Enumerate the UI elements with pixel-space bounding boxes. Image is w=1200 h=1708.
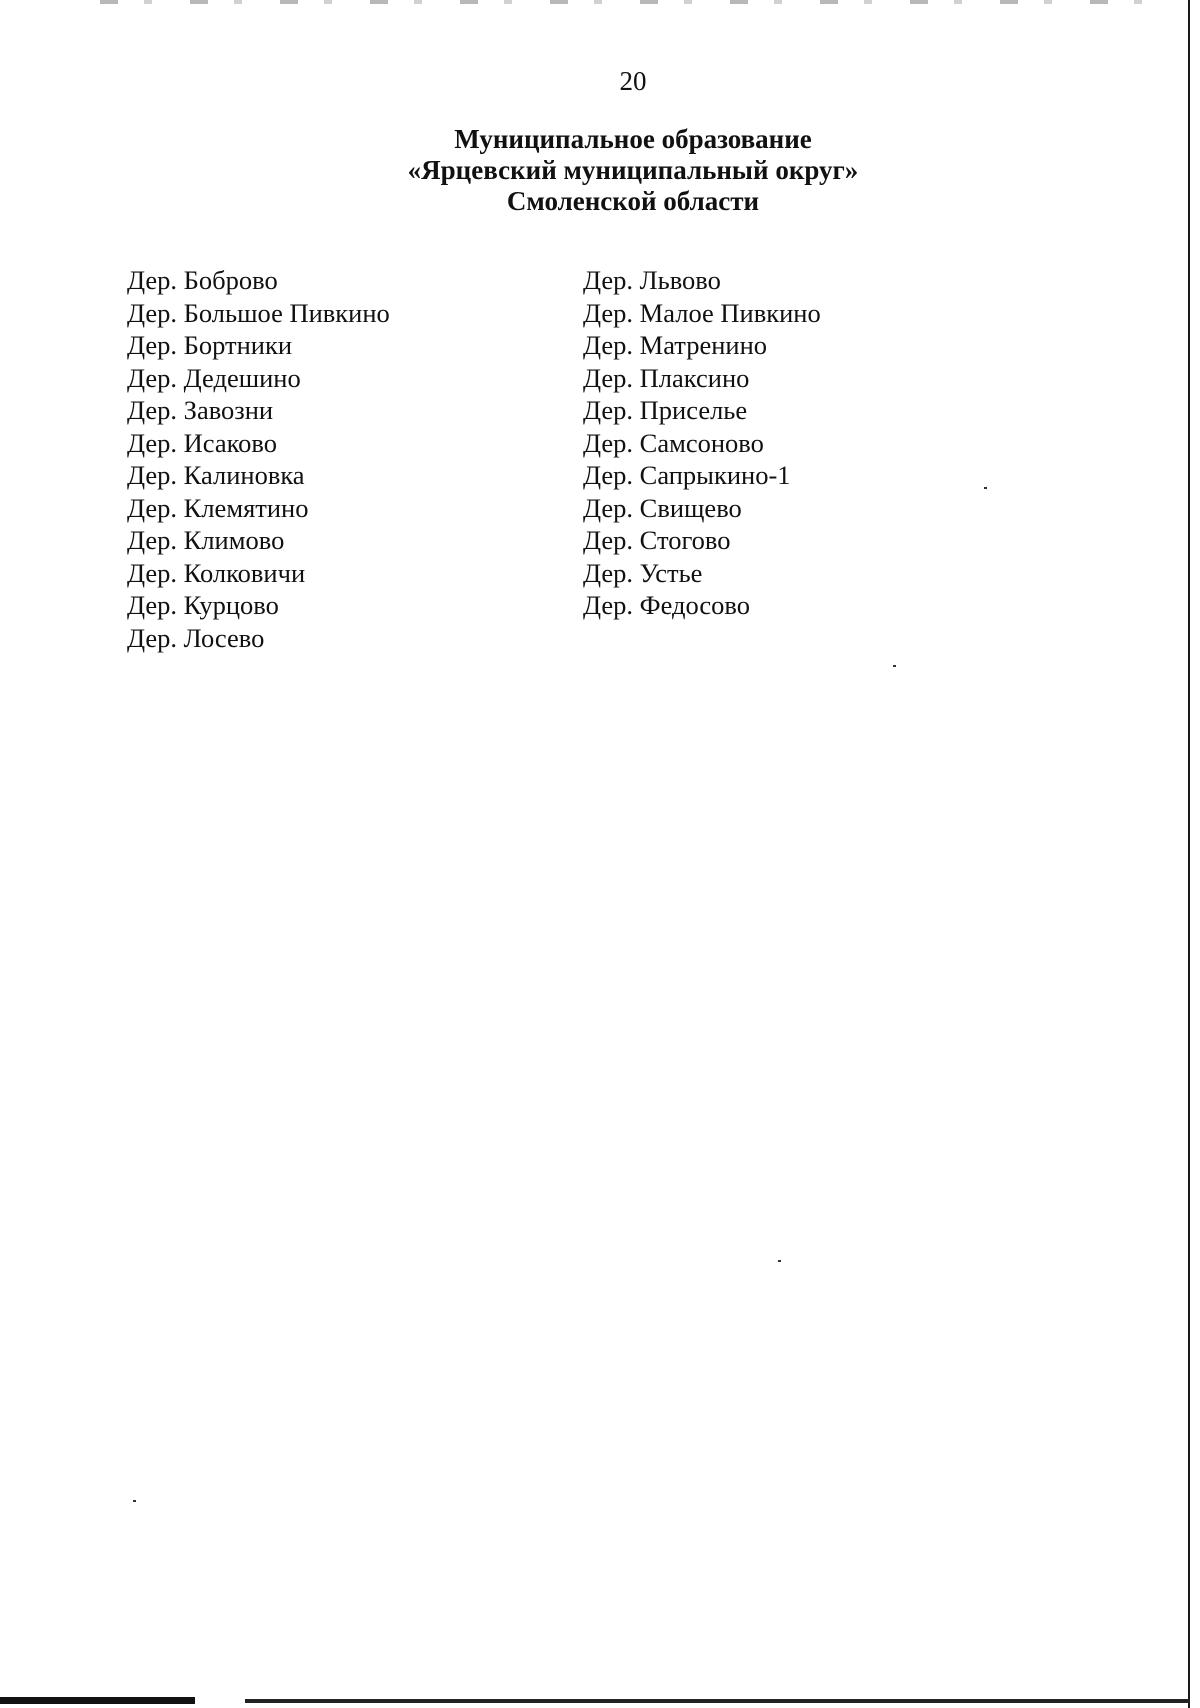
list-item: Дер. Федосово: [583, 590, 750, 620]
scan-speck: [893, 665, 896, 667]
list-item: Дер. Боброво: [127, 265, 278, 295]
list-item: Дер. Свищево: [583, 492, 742, 523]
scan-speck: [133, 1500, 136, 1502]
page-number: 20: [619, 66, 647, 96]
list-item: Дер. Климово: [127, 525, 285, 555]
list-item: Дер. Лосево: [127, 622, 265, 653]
list-item: Дер. Завозни: [127, 395, 274, 425]
list-item: Дер. Львово: [583, 265, 721, 295]
list-item: Дер. Калиновка: [127, 460, 305, 490]
list-item: Дер. Стогово: [583, 525, 731, 555]
list-item: Дер. Малое Пивкино: [583, 297, 821, 328]
list-item: Дер. Колковичи: [127, 557, 306, 588]
settlement-list-right: [583, 264, 821, 622]
list-item: Дер. Бортники: [127, 330, 293, 360]
settlement-list-left: [127, 264, 390, 654]
list-item: Дер. Большое Пивкино: [127, 297, 390, 328]
list-item: Дер. Плаксино: [583, 362, 750, 393]
list-item: Дер. Курцово: [127, 590, 279, 620]
scan-speck: [778, 1260, 781, 1262]
scan-artifact-top: [100, 0, 1180, 4]
heading-line-2: «Ярцевский муниципальный округ»: [407, 155, 859, 185]
list-item: Дер. Матренино: [583, 330, 768, 360]
list-item: Дер. Клемятино: [127, 492, 309, 523]
scan-artifact-right-edge: [1188, 0, 1190, 1708]
list-item: Дер. Исаково: [127, 427, 278, 458]
scan-speck: [984, 487, 987, 489]
list-item: Дер. Сапрыкино-1: [583, 460, 791, 490]
scan-artifact-bottom-left: [0, 1697, 195, 1704]
heading-line-3: Смоленской области: [506, 186, 760, 216]
list-item: Дер. Дедешино: [127, 362, 301, 393]
list-item: Дер. Устье: [583, 557, 703, 588]
list-item: Дер. Приселье: [583, 395, 748, 425]
document-heading: [0, 124, 1200, 217]
list-item: Дер. Самсоново: [583, 427, 764, 458]
heading-line-1: Муниципальное образование: [454, 124, 812, 154]
scan-artifact-bottom-right: [245, 1699, 1190, 1703]
